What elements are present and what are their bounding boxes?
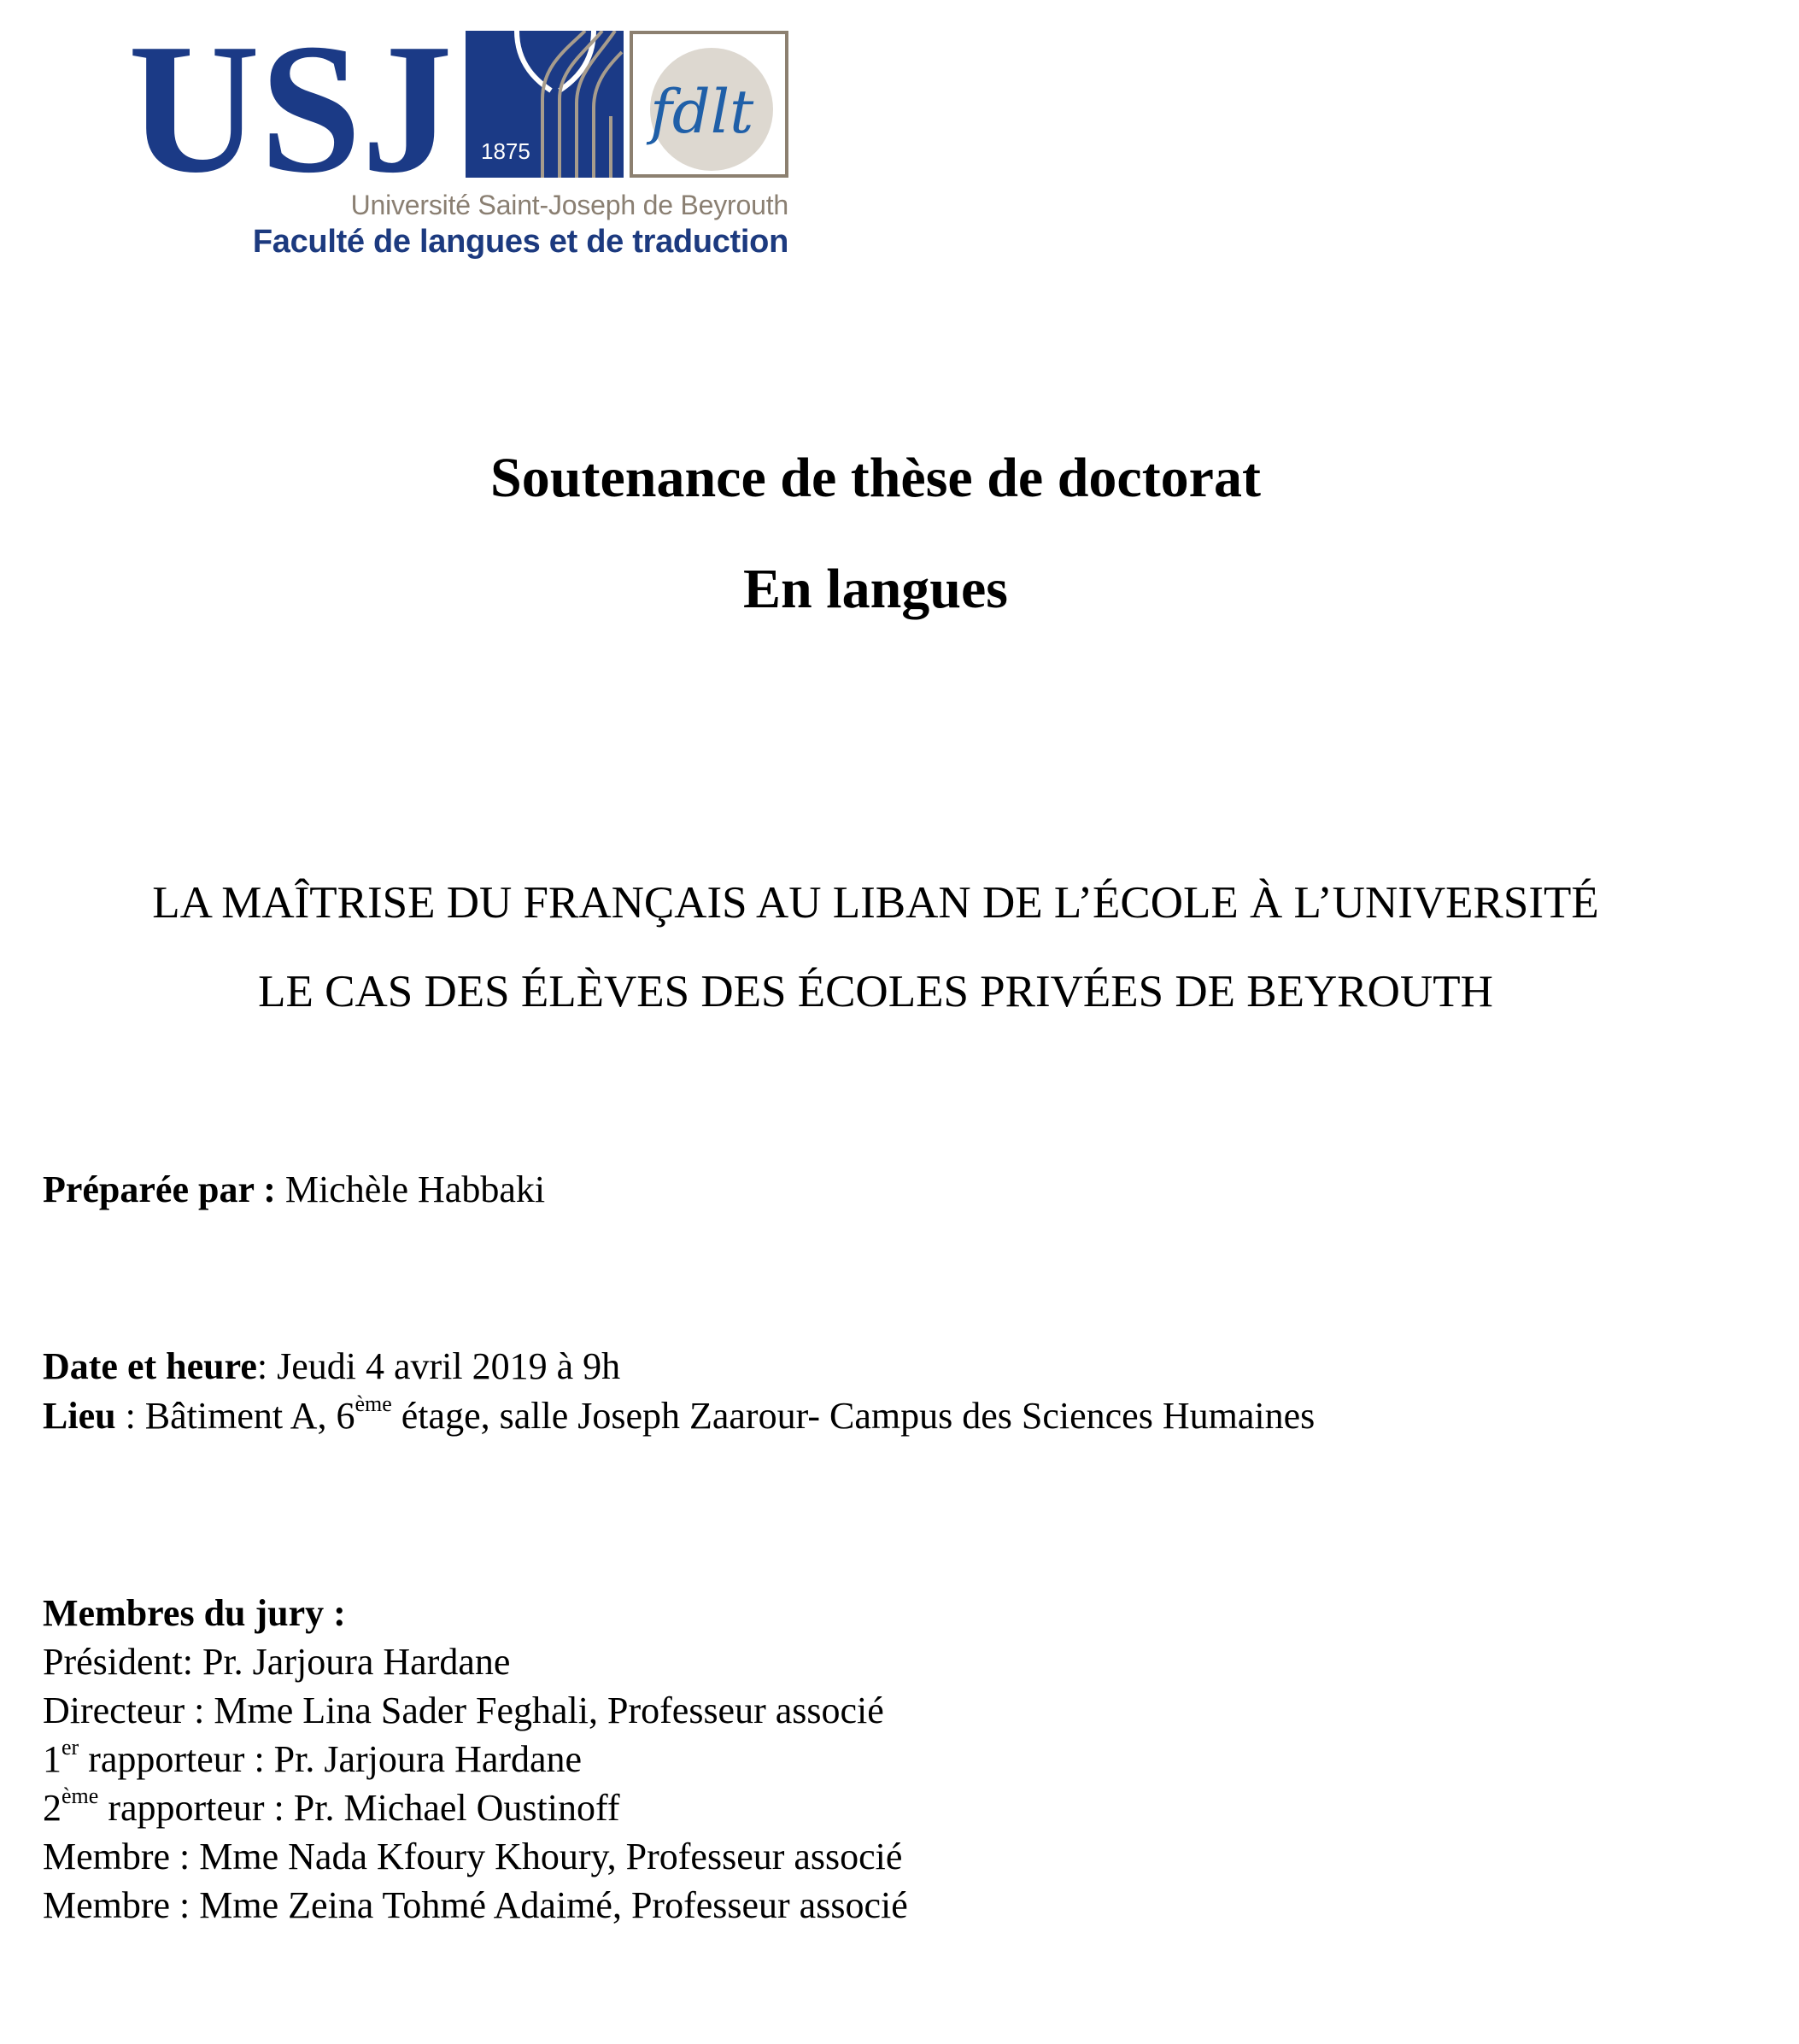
date-label: Date et heure xyxy=(43,1345,257,1387)
prepared-by-label: Préparée par : xyxy=(43,1168,276,1210)
usj-letters-text: USJ xyxy=(128,31,453,178)
jury-president: Président: Pr. Jarjoura Hardane xyxy=(43,1641,511,1683)
location-label: Lieu xyxy=(43,1395,116,1437)
rapporteur2-text: rapporteur : Pr. Michael Oustinoff xyxy=(98,1787,620,1829)
rapporteur1-number: 1 xyxy=(43,1738,62,1780)
candidate-name: Michèle Habbaki xyxy=(275,1168,546,1210)
date-line xyxy=(43,1345,621,1387)
floor-superscript: ème xyxy=(355,1391,392,1416)
location-line xyxy=(43,1391,1316,1437)
jury-director: Directeur : Mme Lina Sader Feghali, Professeur associé xyxy=(43,1690,884,1731)
rapporteur2-number: 2 xyxy=(43,1787,62,1829)
usj-wordmark xyxy=(128,31,457,178)
jury-member-1: Membre : Mme Nada Kfoury Khoury, Professeur associé xyxy=(43,1836,903,1877)
thesis-title-line-1: LA MAÎTRISE DU FRANÇAIS AU LIBAN DE L’ÉCOLE À L’UNIVERSITÉ xyxy=(152,878,1599,928)
founding-year: 1875 xyxy=(481,138,530,164)
fdlt-letters: fdlt xyxy=(650,77,754,147)
location-value-end: étage, salle Joseph Zaarour- Campus des Sciences Humaines xyxy=(391,1395,1316,1437)
jury-label: Membres du jury : xyxy=(43,1592,346,1634)
page-subtitle: En langues xyxy=(743,558,1008,620)
prepared-by-line xyxy=(43,1168,546,1210)
faculty-name: Faculté de langues et de traduction xyxy=(252,224,788,260)
rapporteur1-text: rapporteur : Pr. Jarjoura Hardane xyxy=(79,1738,583,1780)
thesis-title-line-2: LE CAS DES ÉLÈVES DES ÉCOLES PRIVÉES DE BEYROUTH xyxy=(258,967,1493,1016)
rapporteur2-superscript: ème xyxy=(62,1783,99,1808)
usj-fdlt-logo xyxy=(128,31,786,278)
jury-second-rapporteur xyxy=(43,1783,620,1829)
jury-member-2: Membre : Mme Zeina Tohmé Adaimé, Professeur associé xyxy=(43,1884,908,1926)
date-value: : Jeudi 4 avril 2019 à 9h xyxy=(256,1345,621,1387)
rapporteur1-superscript: er xyxy=(62,1735,79,1760)
jury-heading xyxy=(43,1592,346,1634)
university-name: Université Saint-Joseph de Beyrouth xyxy=(350,190,788,220)
location-value-start: : Bâtiment A, 6 xyxy=(115,1395,355,1437)
jury-first-rapporteur xyxy=(43,1735,583,1780)
page-title: Soutenance de thèse de doctorat xyxy=(490,447,1261,509)
fdlt-emblem xyxy=(630,31,788,178)
